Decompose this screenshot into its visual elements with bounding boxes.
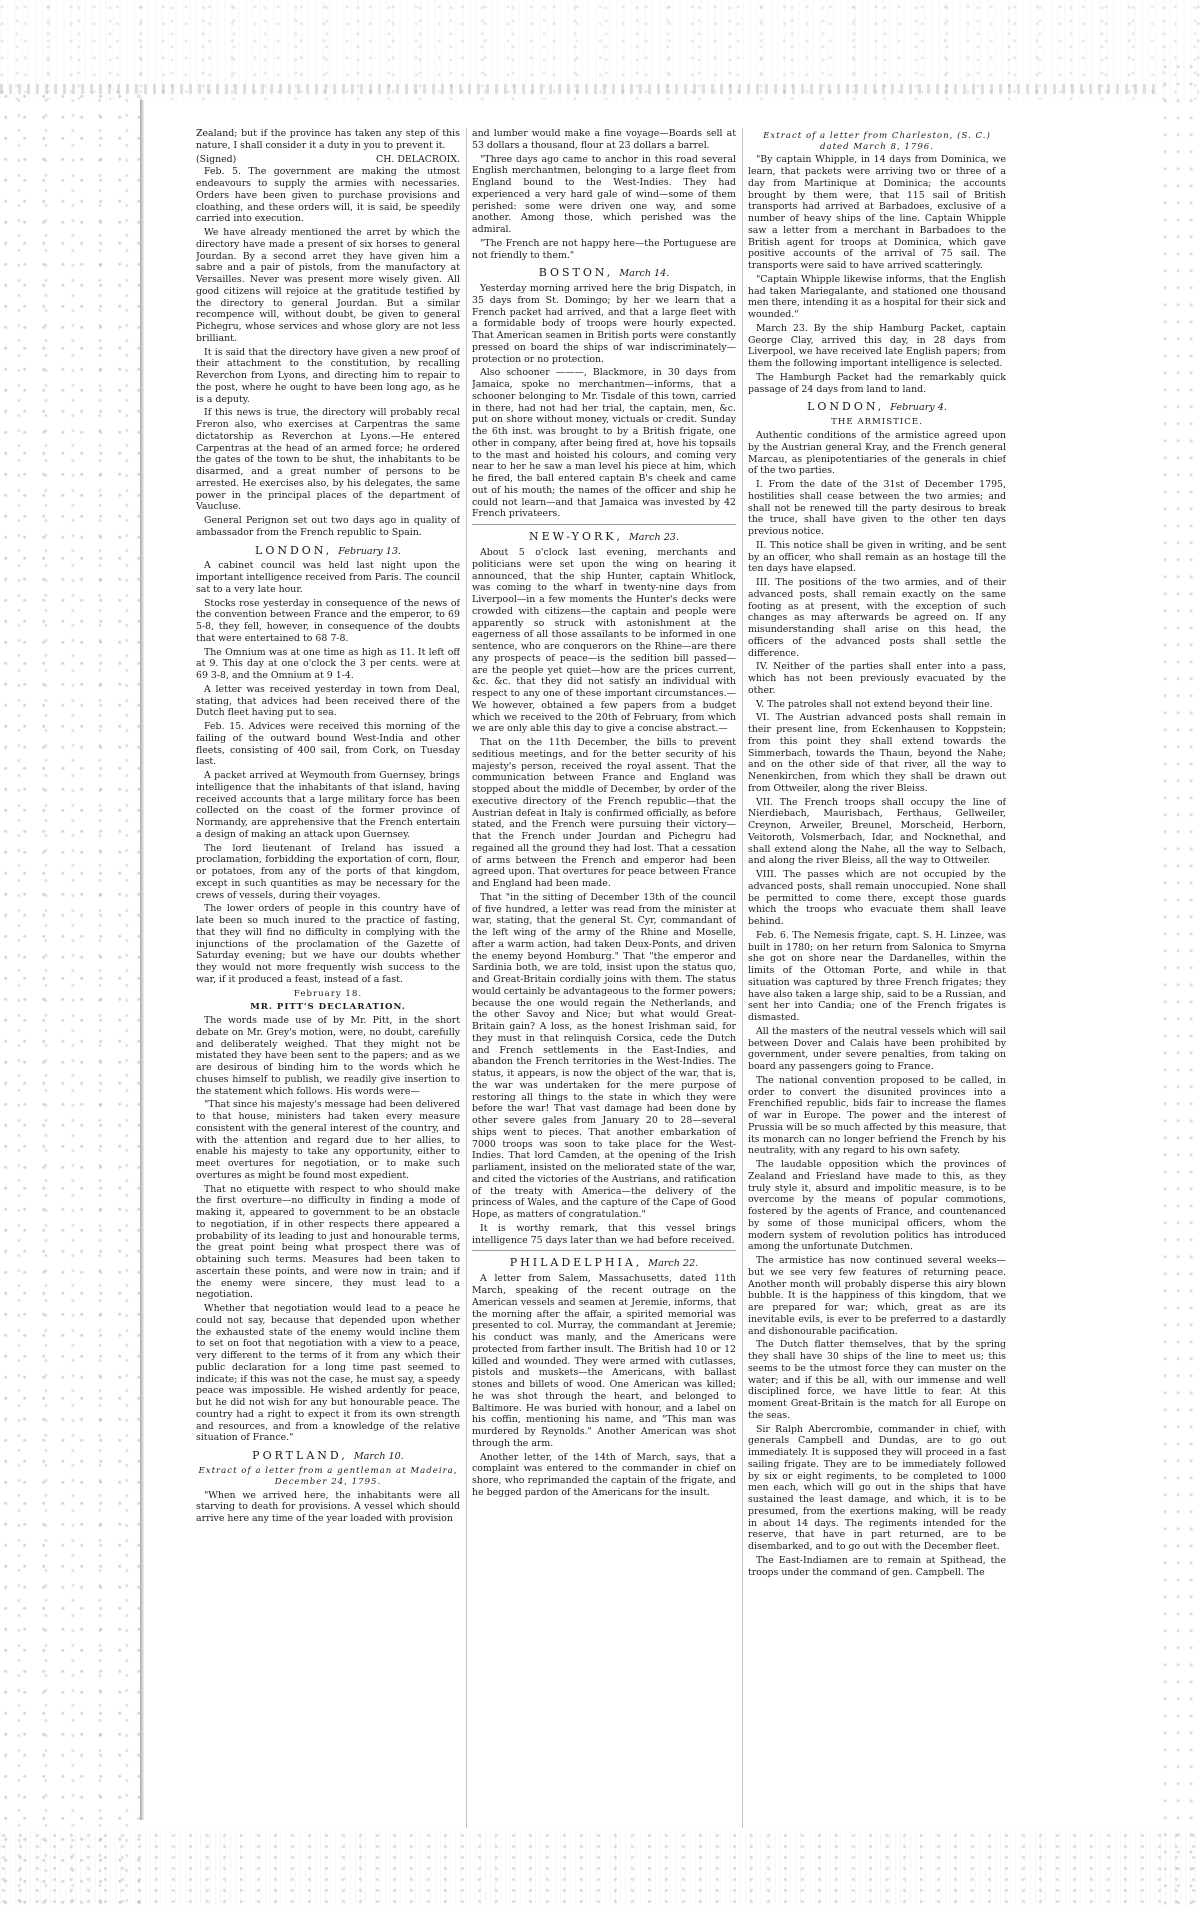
paragraph: "The French are not happy here—the Portuguese are not friendly to them." xyxy=(472,237,736,261)
dateline-date: March 22. xyxy=(648,1258,699,1270)
paragraph: The East-Indiamen are to remain at Spithead, the troops under the command of gen. Campbell. The xyxy=(748,1554,1006,1578)
paragraph: A letter was received yesterday in town from Deal, stating, that advices had been received there of the Dutch fleet having put to sea. xyxy=(196,683,460,719)
dateline-date: March 23. xyxy=(628,532,679,544)
signature-name: CH. DELACROIX. xyxy=(376,153,460,165)
paragraph: March 23. By the ship Hamburg Packet, captain George Clay, arrived this day, in 28 days from Liverpool, we have received late English papers; from them the following important intelligence is selected. xyxy=(748,322,1006,370)
paragraph: Yesterday morning arrived here the brig Dispatch, in 35 days from St. Domingo; by her we learn that a French packet had arrived, and that a large fleet with a formidable body of troops were hourly expected. That American seamen in British ports were constantly pressed on board the ships of war indiscriminately—protection or no protection. xyxy=(472,283,736,365)
scan-noise-bottom xyxy=(0,1830,1200,1906)
column-rule xyxy=(466,128,467,1828)
dateline-heading xyxy=(748,400,1006,414)
paragraph: A packet arrived at Weymouth from Guernsey, brings intelligence that the inhabitants of that island, having received accounts that a large military force has been collected on the coast of the former province of Normandy, are apprehensive that the French entertain a design of making an attack upon Guernsey. xyxy=(196,770,460,840)
paragraph: III. The positions of the two armies, and of their advanced posts, shall remain exactly on the same footing as at present, with the exception of such changes as may afterwards be agreed on. If any misunderstanding shall arise on this head, the officers of the advanced posts shall settle the difference. xyxy=(748,577,1006,659)
paragraph: The lord lieutenant of Ireland has issued a proclamation, forbidding the exportation of corn, flour, or potatoes, from any of the ports of that kingdom, except in such quantities as may be necessary for the crews of vessels, during their voyages. xyxy=(196,842,460,901)
paragraph: The national convention proposed to be called, in order to convert the disunited provinces into a Frenchified republic, bids fair to increase the flames of war in Europe. The power and the interest of Prussia will be so much affected by this measure, that its monarch can no longer befriend the French by his neutrality, with any regard to his own safety. xyxy=(748,1074,1006,1157)
paragraph: That "in the sitting of December 13th of the council of five hundred, a letter was read from the minister at war, stating, that the general St. Cyr, commandant of the left wing of the army of the Rhine and Moselle, after a warm action, had taken Deux-Ponts, and driven the enemy beyond Homburg." That "the emperor and Sardinia both, we are told, insist upon the status quo, and Great-Britain cordially joins with them. The status would certainly be advantageous to the former powers; because the one would regain the Netherlands, and the other Savoy and Nice; but what would Great-Britain gain? A loss, as the honest Irishman said, for they must in that relinquish Corsica, cede the Dutch and French settlements in the East-Indies, and abandon the French territories in the West-Indies. The status, it appears, is now the object of the war, that is, the war was undertaken for the mere purpose of restoring all things to the state in which they were before the war! That vast damage had been done by other severe gales from January 20 to 28—several ships went to pieces. That another embarkation of 7000 troops was soon to take place for the West-Indies. That lord Camden, at the opening of the Irish parliament, insisted on the meliorated state of the war, and cited the victories of the Austrians, and ratification of the treaty with America—the delivery of the princess of Wales, and the capture of the Cape of Good Hope, as matters of congratulation." xyxy=(472,891,736,1221)
gutter-fold xyxy=(140,100,144,1820)
paragraph: We have already mentioned the arret by which the directory have made a present of six horses to general Jourdan. By a second arret they have given him a sabre and a pair of pistols, from the manufactory at Versailles. Never was present more wisely given. All good citizens will rejoice at the gratitude testified by the directory to general Jourdan. But a similar recompence will, without doubt, be given to general Pichegru, whose services and whose glory are not less brilliant. xyxy=(196,227,460,344)
paragraph: I. From the date of the 31st of December 1795, hostilities shall cease between the two armies; and shall not be renewed till the party desirous to break the truce, shall have given to the other ten days previous notice. xyxy=(748,479,1006,538)
dateline-heading xyxy=(472,530,736,544)
paragraph: The Dutch flatter themselves, that by the spring they shall have 30 ships of the line to meet us; this seems to be the utmost force they can muster on the water; and if this be all, with our immense and well disciplined force, we have little to fear. At this moment Great-Britain is the match for all Europe on the seas. xyxy=(748,1339,1006,1421)
dateline-place: LONDON, xyxy=(807,400,885,414)
paragraph: Zealand; but if the province has taken any step of this nature, I shall consider it a duty in you to prevent it. xyxy=(196,128,460,151)
column-1 xyxy=(196,128,460,1828)
dateline-heading xyxy=(472,1256,736,1270)
dateline-date: February 4. xyxy=(890,402,947,414)
signature-line xyxy=(196,154,460,166)
signed-label: (Signed) xyxy=(196,153,237,165)
dateline-heading xyxy=(196,1449,460,1463)
section-subheading: THE ARMISTICE. xyxy=(831,417,923,428)
paragraph: It is said that the directory have given a new proof of their attachment to the constitution, by recalling Reverchon from Lyons, and directing him to repair to the post, where he ought to have been long ago, as he is a deputy. xyxy=(196,346,460,405)
paragraph: A cabinet council was held last night upon the important intelligence received from Paris. The council sat to a very late hour. xyxy=(196,560,460,595)
dateline-place: NEW-YORK, xyxy=(529,530,623,544)
column-rule xyxy=(742,128,743,1828)
paragraph: Authentic conditions of the armistice agreed upon by the Austrian general Kray, and the French general Marcau, as plenipotentiaries of the generals in chief of the two parties. xyxy=(748,430,1006,477)
extract-subheading: Extract of a letter from Charleston, (S. C.) dated March 8, 1796. xyxy=(763,131,991,152)
paragraph: and lumber would make a fine voyage—Boards sell at 53 dollars a thousand, flour at 23 dollars a barrel. xyxy=(472,128,736,151)
dateline-date: February 13. xyxy=(338,545,401,557)
scan-noise-right xyxy=(1160,60,1200,1906)
paragraph: Sir Ralph Abercrombie, commander in chief, with generals Campbell and Dundas, are to go out immediately. It is supposed they will proceed in a fast sailing frigate. They are to be immediately followed by six or eight regiments, to be completed to 1000 men each, which will go out in the ships that have sustained the least damage, and which, it is to be presumed, from the exertions making, will be ready in about 14 days. The regiments intended for the reserve, that have in part returned, are to be disembarked, and to go out with the December fleet. xyxy=(748,1423,1006,1553)
paragraph: VIII. The passes which are not occupied by the advanced posts, shall remain unoccupied. None shall be permitted to come there, except those guards which the troops who evacuate them shall leave behind. xyxy=(748,869,1006,928)
scan-noise-left xyxy=(0,90,140,1906)
paragraph: Stocks rose yesterday in consequence of the news of the convention between France and the emperor, to 69 5-8, they fell, however, in consequence of the doubts that were entertained to 68 7-8. xyxy=(196,597,460,644)
paragraph: Another letter, of the 14th of March, says, that a complaint was entered to the commander in chief on shore, who reprimanded the captain of the frigate, and he begged pardon of the Americans for the insult. xyxy=(472,1451,736,1498)
paragraph: The lower orders of people in this country have of late been so much inured to the practice of fasting, that they will find no difficulty in complying with the injunctions of the proclamation of the Gazette of Saturday evening; but we have our doubts whether they would not more frequently wish success to the war, if it produced a feast, instead of a fast. xyxy=(196,903,460,985)
paragraph: The armistice has now continued several weeks—but we see very few features of returning peace. Another month will probably disperse this airy blown bubble. It is the happiness of this kingdom, that we are prepared for war; which, great as are its inevitable evils, is ever to be preferred to a dastardly and dishonourable pacification. xyxy=(748,1255,1006,1337)
dateline-date: March 10. xyxy=(353,1451,404,1463)
paragraph: All the masters of the neutral vessels which will sail between Dover and Calais have been prohibited by government, under severe penalties, from taking on board any passengers going to France. xyxy=(748,1025,1006,1073)
paragraph: General Perignon set out two days ago in quality of ambassador from the French republic to Spain. xyxy=(196,515,460,538)
section-subheading: MR. PITT'S DECLARATION. xyxy=(250,1002,406,1013)
paragraph: Feb. 6. The Nemesis frigate, capt. S. H. Linzee, was built in 1780; on her return from Salonica to Smyrna she got on shore near the Dardanelles, within the limits of the Ottoman Porte, and while in that situation was captured by three French frigates; they have also taken a large ship, said to be a Russian, and sent her into Candia; one of the French frigates is dismasted. xyxy=(748,929,1006,1024)
paragraph: IV. Neither of the parties shall enter into a pass, which has not been previously evacuated by the other. xyxy=(748,661,1006,696)
paragraph: VI. The Austrian advanced posts shall remain in their present line, from Eckenhausen to Koppstein; from this point they shall extend towards the Simmerbach, towards the Thaun, beyond the Nahe; and on the other side of that river, all the way to Nenenkirchen, from which they shall be drawn out from Ottweiler, along the river Bleiss. xyxy=(748,712,1006,794)
paragraph: Feb. 15. Advices were received this morning of the failing of the outward bound West-India and other fleets, consisting of 400 sail, from Cork, on Tuesday last. xyxy=(196,721,460,768)
dateline-heading xyxy=(196,544,460,558)
paragraph: The words made use of by Mr. Pitt, in the short debate on Mr. Grey's motion, were, no doubt, carefully and deliberately weighed. That they might not be mistated they have been sent to the papers; and as we are desirous of binding him to the words which he chuses himself to publish, we readily give insertion to the statement which follows. His words were— xyxy=(196,1015,460,1097)
section-divider xyxy=(472,524,736,525)
page-edge xyxy=(0,84,1160,94)
paragraph: A letter from Salem, Massachusetts, dated 11th March, speaking of the recent outrage on the American vessels and seamen at Jeremie, informs, that the morning after the affair, a spirited memorial was presented to col. Murray, the commandant at Jeremie; his conduct was manly, and the Americans were protected from farther insult. The British had 10 or 12 killed and wounded. They were armed with cutlasses, pistols and muskets—the Americans, with ballast stones and billets of wood. One American was killed; he was shot through the heart, and belonged to Baltimore. He was buried with honour, and a label on his coffin, mentioning his name, and "This man was murdered by Reynolds." Another American was shot through the arm. xyxy=(472,1273,736,1449)
paragraph: Whether that negotiation would lead to a peace he could not say, because that depended upon whether the exhausted state of the enemy would incline them to set on foot that negotiation with a view to a peace, very different to the terms of it from any which their public declaration for a long time past seemed to indicate; if this was not the case, he must say, a speedy peace was impossible. He wished ardently for peace, but he did not wish for any but honourable peace. The country had a right to expect it from its own strength and resources, and from a knowledge of the relative situation of France." xyxy=(196,1303,460,1444)
paragraph: Also schooner ———, Blackmore, in 30 days from Jamaica, spoke no merchantmen—informs, that a schooner belonging to Mr. Tisdale of this town, carried in there, had not had her trial, the captain, men, &c. put on shore without money, victuals or credit. Sunday the 6th inst. was brought to by a British frigate, one other in company, after being fired at, hove his topsails to the mast and hoisted his colours, and coming very near to her he saw a man level his piece at him, which he fired, the ball entered captain B's cheek and came out of his mouth; the names of the officer and ship he could not learn—and that Jamaica was invested by 42 French privateers. xyxy=(472,367,736,520)
date-subheading: February 18. xyxy=(293,988,363,999)
dateline-place: PHILADELPHIA, xyxy=(509,1256,643,1270)
paragraph: About 5 o'clock last evening, merchants and politicians were set upon the wing on hearing it announced, that the ship Hunter, captain Whitlock, was coming to the wharf in twenty-nine days from Liverpool—in a few moments the Hunter's decks were crowded with citizens—the captain and people were apparently so struck with astonishment at the eagerness of all those assailants to be informed in one sentence, who are conquerors on the Rhine—are there any prospects of peace—is the sedition bill passed—are the people yet quiet—how are the prices current, &c. &c. that they did not satisfy an individual with respect to any one of these important circumstances.—We however, obtained a few papers from a budget which we received to the 20th of February, from which we are only able this day to give a concise abstract.— xyxy=(472,547,736,735)
column-2 xyxy=(472,128,736,1828)
paragraph: That on the 11th December, the bills to prevent seditious meetings, and for the better security of his majesty's person, received the royal assent. That the communication between France and England was stopped about the middle of December, by order of the executive directory of the French republic—that the Austrian defeat in Italy is confirmed officially, as before stated, and the French were pursuing their victory—that the French under Jourdan and Pichegru had regained all the ground they had lost. That a cessation of arms between the French and emperor had been agreed upon. That overtures for peace between France and England had been made. xyxy=(472,737,736,890)
dateline-date: March 14. xyxy=(619,268,670,280)
paragraph: The laudable opposition which the provinces of Zealand and Friesland have made to this, as they truly style it, absurd and impolitic measure, is to be overcome by the means of popular commotions, fostered by the agents of France, and countenanced by some of those municipal officers, whom the modern system of revolution politics has introduced among the unfortunate Dutchmen. xyxy=(748,1159,1006,1253)
paragraph: "By captain Whipple, in 14 days from Dominica, we learn, that packets were arriving two or three of a day from Martinique at Dominica; the accounts brought by them were, that 115 sail of British transports had arrived at Barbadoes, exclusive of a number of heavy ships of the line. Captain Whipple saw a letter from a merchant in Barbadoes to the British agent for troops at Dominica, which gave positive accounts of the arrival of 75 sail. The transports were said to have arrived scatteringly. xyxy=(748,154,1006,272)
paragraph: VII. The French troops shall occupy the line of Nierdiebach, Maurisbach, Ferthaus, Gellweiler, Creynon, Arweiler, Breunel, Morscheid, Herborn, Veitoroth, Volsmerbach, Idar, and Nocknethal, and shall extend along the Nahe, all the way to Selbach, and along the river Bleiss, all the way to Ottweiler. xyxy=(748,796,1006,867)
paragraph: It is worthy remark, that this vessel brings intelligence 75 days later than we had before received. xyxy=(472,1222,736,1246)
paragraph: "When we arrived here, the inhabitants were all starving to death for provisions. A vessel which should arrive here any time of the year loaded with provision xyxy=(196,1489,460,1525)
paragraph: If this news is true, the directory will probably recal Freron also, who exercises at Carpentras the same dictatorship as Reverchon at Lyons.—He entered Carpentras at the head of an armed force; he ordered the gates of the town to be shut, the inhabitants to be disarmed, and a great number of persons to be arrested. He exercises also, by his delegates, the same power in the principal places of the department of Vaucluse. xyxy=(196,407,460,513)
paragraph: V. The patroles shall not extend beyond their line. xyxy=(756,698,993,710)
column-3 xyxy=(748,128,1006,1828)
paragraph: That no etiquette with respect to who should make the first overture—no difficulty in finding a mode of making it, appeared to government to be an obstacle to negotiation, if in other respects there appeared a probability of its leading to just and honourable terms, the great point being what prospect there was of obtaining such terms. Measures had been taken to ascertain these points, and were now in train; and if the enemy were sincere, they must lead to a negotiation. xyxy=(196,1183,460,1301)
extract-subheading: Extract of a letter from a gentleman at Madeira, December 24, 1795. xyxy=(198,1466,458,1487)
dateline-place: BOSTON, xyxy=(538,266,614,280)
dateline-heading xyxy=(472,266,736,280)
dateline-place: LONDON, xyxy=(255,543,333,557)
paragraph: The Hamburgh Packet had the remarkably quick passage of 24 days from land to land. xyxy=(748,371,1006,395)
paragraph: "Captain Whipple likewise informs, that the English had taken Mariegalante, and stationed one thousand men there, intending it as a hospital for their sick and wounded." xyxy=(748,273,1006,321)
paragraph: Feb. 5. The government are making the utmost endeavours to supply the armies with necessaries. Orders have been given to purchase provisions and cloathing, and these orders will, it is said, be speedily carried into execution. xyxy=(196,166,460,225)
dateline-place: PORTLAND, xyxy=(252,1449,348,1463)
paragraph: The Omnium was at one time as high as 11. It left off at 9. This day at one o'clock the 3 per cents. were at 69 3-8, and the Omnium at 9 1-4. xyxy=(196,646,460,682)
section-divider xyxy=(472,1250,736,1251)
paragraph: II. This notice shall be given in writing, and be sent by an officer, who shall remain as an hostage till the ten days have elapsed. xyxy=(748,539,1006,575)
paragraph: "That since his majesty's message had been delivered to that house, ministers had taken every measure consistent with the general interest of the country, and with the attention and regard due to her allies, to enable his majesty to take any opportunity, either to meet overtures for negotiation, or to make such overtures as might be found most expedient. xyxy=(196,1099,460,1181)
paragraph: "Three days ago came to anchor in this road several English merchantmen, belonging to a large fleet from England bound to the West-Indies. They had experienced a very hard gale of wind—some of them perished: some were driven one way, and some another. Among those, which perished was the admiral. xyxy=(472,153,736,235)
